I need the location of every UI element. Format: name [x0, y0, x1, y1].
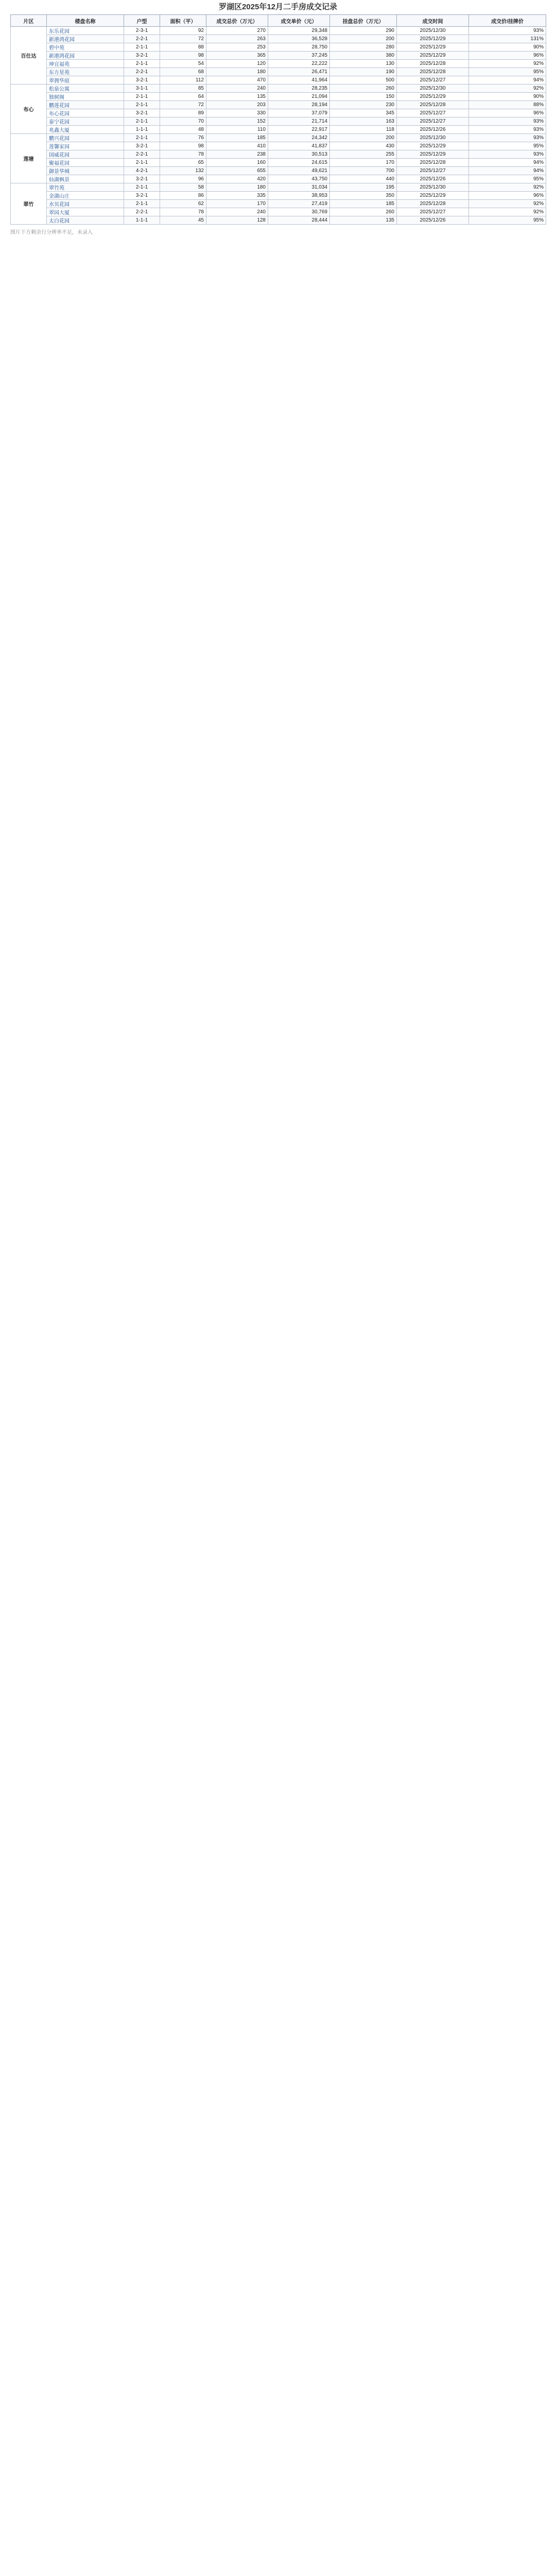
table-row	[11, 159, 546, 167]
table-cell: 110	[206, 126, 268, 134]
table-cell: 41,964	[268, 76, 330, 84]
table-row	[11, 93, 546, 101]
table-row	[11, 175, 546, 183]
table-cell: 2025/12/28	[397, 200, 469, 208]
table-cell: 185	[206, 134, 268, 142]
table-cell: 86	[160, 192, 206, 200]
table-row	[11, 167, 546, 175]
table-cell: 96	[160, 175, 206, 183]
table-row	[11, 52, 546, 60]
estate-name-cell: 鹏兴花园	[47, 134, 124, 142]
table-cell: 68	[160, 68, 206, 76]
estate-name-cell: 金湖山庄	[47, 192, 124, 200]
table-row	[11, 200, 546, 208]
table-cell: 72	[160, 35, 206, 43]
page-title: 罗湖区2025年12月二手房成交记录	[218, 3, 338, 11]
table-cell: 500	[330, 76, 397, 84]
table-cell: 24,342	[268, 134, 330, 142]
district-cell: 莲塘	[11, 134, 47, 183]
table-cell: 95%	[469, 68, 546, 76]
table-cell: 410	[206, 142, 268, 150]
table-cell: 2025/12/27	[397, 117, 469, 126]
table-cell: 2-1-1	[124, 183, 160, 192]
table-cell: 238	[206, 150, 268, 159]
table-cell: 90%	[469, 43, 546, 52]
estate-name-cell: 国威花园	[47, 150, 124, 159]
table-cell: 38,953	[268, 192, 330, 200]
table-cell: 200	[330, 134, 397, 142]
table-cell: 88	[160, 43, 206, 52]
table-cell: 2025/12/26	[397, 216, 469, 225]
table-cell: 22,917	[268, 126, 330, 134]
table-cell: 255	[330, 150, 397, 159]
table-cell: 240	[206, 208, 268, 216]
column-header: 户型	[124, 15, 160, 27]
table-cell: 185	[330, 200, 397, 208]
table-cell: 2025/12/30	[397, 27, 469, 35]
table-cell: 78	[160, 208, 206, 216]
table-cell: 78	[160, 150, 206, 159]
estate-name-cell: 新港鸿花园	[47, 35, 124, 43]
table-cell: 150	[330, 93, 397, 101]
table-row	[11, 216, 546, 225]
column-header: 挂盘总价（万元）	[330, 15, 397, 27]
table-row	[11, 109, 546, 117]
table-cell: 470	[206, 76, 268, 84]
table-cell: 2025/12/26	[397, 175, 469, 183]
table-row	[11, 60, 546, 68]
table-cell: 94%	[469, 76, 546, 84]
table-cell: 93%	[469, 117, 546, 126]
table-cell: 70	[160, 117, 206, 126]
table-cell: 163	[330, 117, 397, 126]
table-cell: 253	[206, 43, 268, 52]
table-cell: 1-1-1	[124, 216, 160, 225]
table-cell: 28,444	[268, 216, 330, 225]
estate-name-cell: 兆鑫大厦	[47, 126, 124, 134]
table-cell: 92%	[469, 200, 546, 208]
table-cell: 26,471	[268, 68, 330, 76]
table-cell: 135	[330, 216, 397, 225]
estate-name-cell: 松泉公寓	[47, 84, 124, 93]
table-cell: 200	[330, 35, 397, 43]
table-row	[11, 150, 546, 159]
table-cell: 96%	[469, 52, 546, 60]
estate-name-cell: 翠园大厦	[47, 208, 124, 216]
table-cell: 21,714	[268, 117, 330, 126]
table-cell: 330	[206, 109, 268, 117]
table-cell: 118	[330, 126, 397, 134]
table-cell: 170	[206, 200, 268, 208]
table-row	[11, 27, 546, 35]
table-cell: 92%	[469, 60, 546, 68]
table-cell: 65	[160, 159, 206, 167]
table-cell: 96%	[469, 109, 546, 117]
table-cell: 180	[206, 68, 268, 76]
table-cell: 28,750	[268, 43, 330, 52]
table-cell: 4-2-1	[124, 167, 160, 175]
table-cell: 655	[206, 167, 268, 175]
table-row	[11, 117, 546, 126]
estate-name-cell: 太白花园	[47, 216, 124, 225]
table-cell: 2-2-1	[124, 150, 160, 159]
table-cell: 132	[160, 167, 206, 175]
table-cell: 43,750	[268, 175, 330, 183]
table-cell: 2-1-1	[124, 101, 160, 109]
table-cell: 2025/12/27	[397, 76, 469, 84]
table-row	[11, 134, 546, 142]
table-cell: 240	[206, 84, 268, 93]
table-cell: 36,528	[268, 35, 330, 43]
transaction-table	[10, 14, 546, 225]
column-header: 楼盘名称	[47, 15, 124, 27]
estate-name-cell: 碧中苑	[47, 43, 124, 52]
table-cell: 3-2-1	[124, 109, 160, 117]
table-cell: 2025/12/29	[397, 43, 469, 52]
table-cell: 152	[206, 117, 268, 126]
table-row	[11, 142, 546, 150]
district-cell: 布心	[11, 84, 47, 134]
table-cell: 90%	[469, 93, 546, 101]
column-header: 成交总价（万元）	[206, 15, 268, 27]
district-cell: 百仕达	[11, 27, 47, 84]
table-cell: 135	[206, 93, 268, 101]
table-cell: 48	[160, 126, 206, 134]
table-cell: 180	[206, 183, 268, 192]
table-row	[11, 183, 546, 192]
table-cell: 260	[330, 84, 397, 93]
table-cell: 95%	[469, 175, 546, 183]
table-cell: 95%	[469, 142, 546, 150]
estate-name-cell: 新港鸿花园	[47, 52, 124, 60]
estate-name-cell: 莲馨家园	[47, 142, 124, 150]
table-cell: 2025/12/29	[397, 150, 469, 159]
table-cell: 2025/12/27	[397, 109, 469, 117]
table-cell: 3-2-1	[124, 192, 160, 200]
table-cell: 2025/12/29	[397, 35, 469, 43]
table-cell: 37,245	[268, 52, 330, 60]
table-cell: 62	[160, 200, 206, 208]
table-cell: 2-1-1	[124, 93, 160, 101]
estate-name-cell: 御景华城	[47, 167, 124, 175]
table-cell: 2-1-1	[124, 159, 160, 167]
table-cell: 170	[330, 159, 397, 167]
table-cell: 3-2-1	[124, 142, 160, 150]
table-cell: 700	[330, 167, 397, 175]
table-cell: 2025/12/30	[397, 134, 469, 142]
table-cell: 2-1-1	[124, 200, 160, 208]
estate-name-cell: 独树阁	[47, 93, 124, 101]
table-cell: 190	[330, 68, 397, 76]
table-cell: 3-2-1	[124, 76, 160, 84]
column-header: 片区	[11, 15, 47, 27]
table-cell: 45	[160, 216, 206, 225]
table-cell: 350	[330, 192, 397, 200]
estate-name-cell: 东方星苑	[47, 68, 124, 76]
estate-name-cell: 聚福花园	[47, 159, 124, 167]
table-row	[11, 76, 546, 84]
table-cell: 2025/12/28	[397, 159, 469, 167]
table-cell: 24,615	[268, 159, 330, 167]
table-cell: 93%	[469, 150, 546, 159]
table-cell: 2-2-1	[124, 68, 160, 76]
table-cell: 49,621	[268, 167, 330, 175]
table-cell: 95%	[469, 216, 546, 225]
table-cell: 2-1-1	[124, 43, 160, 52]
table-cell: 89	[160, 109, 206, 117]
table-cell: 2025/12/29	[397, 192, 469, 200]
table-cell: 130	[330, 60, 397, 68]
table-cell: 92%	[469, 183, 546, 192]
column-header: 成交价/挂牌价	[469, 15, 546, 27]
table-cell: 420	[206, 175, 268, 183]
table-cell: 120	[206, 60, 268, 68]
table-cell: 94%	[469, 167, 546, 175]
table-row	[11, 68, 546, 76]
column-header: 成交单价（元）	[268, 15, 330, 27]
table-cell: 263	[206, 35, 268, 43]
table-cell: 93%	[469, 126, 546, 134]
table-cell: 30,513	[268, 150, 330, 159]
table-cell: 3-2-1	[124, 175, 160, 183]
estate-name-cell: 布心花园	[47, 109, 124, 117]
table-cell: 2-1-1	[124, 134, 160, 142]
table-cell: 195	[330, 183, 397, 192]
table-cell: 2-3-1	[124, 27, 160, 35]
omitted-rows-note: 图片下方剩余行分辨率不足，未录入	[10, 230, 93, 235]
estate-name-cell: 翠竹苑	[47, 183, 124, 192]
table-row	[11, 101, 546, 109]
table-body	[11, 27, 546, 225]
table-cell: 96%	[469, 192, 546, 200]
table-row	[11, 126, 546, 134]
table-row	[11, 84, 546, 93]
table-cell: 85	[160, 84, 206, 93]
table-cell: 3-1-1	[124, 84, 160, 93]
table-cell: 58	[160, 183, 206, 192]
table-cell: 2025/12/27	[397, 167, 469, 175]
table-cell: 2-2-1	[124, 35, 160, 43]
table-cell: 2025/12/29	[397, 142, 469, 150]
table-cell: 93%	[469, 134, 546, 142]
estate-name-cell: 泰宁花园	[47, 117, 124, 126]
table-cell: 98	[160, 142, 206, 150]
table-cell: 64	[160, 93, 206, 101]
table-cell: 93%	[469, 27, 546, 35]
table-cell: 280	[330, 43, 397, 52]
table-cell: 2025/12/30	[397, 84, 469, 93]
table-cell: 2025/12/29	[397, 93, 469, 101]
table-cell: 2025/12/28	[397, 60, 469, 68]
table-cell: 2-2-1	[124, 208, 160, 216]
table-cell: 22,222	[268, 60, 330, 68]
table-cell: 41,837	[268, 142, 330, 150]
table-cell: 21,094	[268, 93, 330, 101]
table-row	[11, 35, 546, 43]
table-cell: 30,769	[268, 208, 330, 216]
table-cell: 128	[206, 216, 268, 225]
table-cell: 27,419	[268, 200, 330, 208]
column-header: 面积（平）	[160, 15, 206, 27]
table-row	[11, 192, 546, 200]
estate-name-cell: 仙湖枫景	[47, 175, 124, 183]
table-cell: 335	[206, 192, 268, 200]
table-cell: 2025/12/28	[397, 68, 469, 76]
estate-name-cell: 坤宜福苑	[47, 60, 124, 68]
estate-name-cell: 鹏莲花园	[47, 101, 124, 109]
table-cell: 2025/12/27	[397, 208, 469, 216]
table-cell: 31,034	[268, 183, 330, 192]
table-cell: 270	[206, 27, 268, 35]
table-cell: 380	[330, 52, 397, 60]
table-cell: 440	[330, 175, 397, 183]
table-cell: 112	[160, 76, 206, 84]
table-cell: 72	[160, 101, 206, 109]
table-cell: 88%	[469, 101, 546, 109]
table-cell: 3-2-1	[124, 52, 160, 60]
table-cell: 37,079	[268, 109, 330, 117]
table-cell: 94%	[469, 159, 546, 167]
table-header-row	[11, 15, 546, 27]
table-cell: 54	[160, 60, 206, 68]
table-cell: 28,194	[268, 101, 330, 109]
table-cell: 98	[160, 52, 206, 60]
table-cell: 203	[206, 101, 268, 109]
table-cell: 2025/12/29	[397, 52, 469, 60]
table-cell: 2025/12/30	[397, 183, 469, 192]
table-cell: 260	[330, 208, 397, 216]
table-cell: 1-1-1	[124, 126, 160, 134]
estate-name-cell: 翠拥华庭	[47, 76, 124, 84]
table-cell: 92%	[469, 208, 546, 216]
table-cell: 160	[206, 159, 268, 167]
table-cell: 29,348	[268, 27, 330, 35]
table-row	[11, 208, 546, 216]
table-cell: 2-1-1	[124, 117, 160, 126]
district-cell: 翠竹	[11, 183, 47, 225]
table-cell: 430	[330, 142, 397, 150]
estate-name-cell: 水贝花园	[47, 200, 124, 208]
table-cell: 345	[330, 109, 397, 117]
column-header: 成交时间	[397, 15, 469, 27]
table-cell: 2-1-1	[124, 60, 160, 68]
estate-name-cell: 东乐花园	[47, 27, 124, 35]
table-cell: 365	[206, 52, 268, 60]
table-cell: 92%	[469, 84, 546, 93]
table-cell: 92	[160, 27, 206, 35]
table-cell: 230	[330, 101, 397, 109]
table-cell: 76	[160, 134, 206, 142]
table-cell: 131%	[469, 35, 546, 43]
table-cell: 2025/12/28	[397, 101, 469, 109]
table-cell: 2025/12/26	[397, 126, 469, 134]
table-row	[11, 43, 546, 52]
table-cell: 28,235	[268, 84, 330, 93]
page	[0, 0, 556, 235]
table-cell: 290	[330, 27, 397, 35]
